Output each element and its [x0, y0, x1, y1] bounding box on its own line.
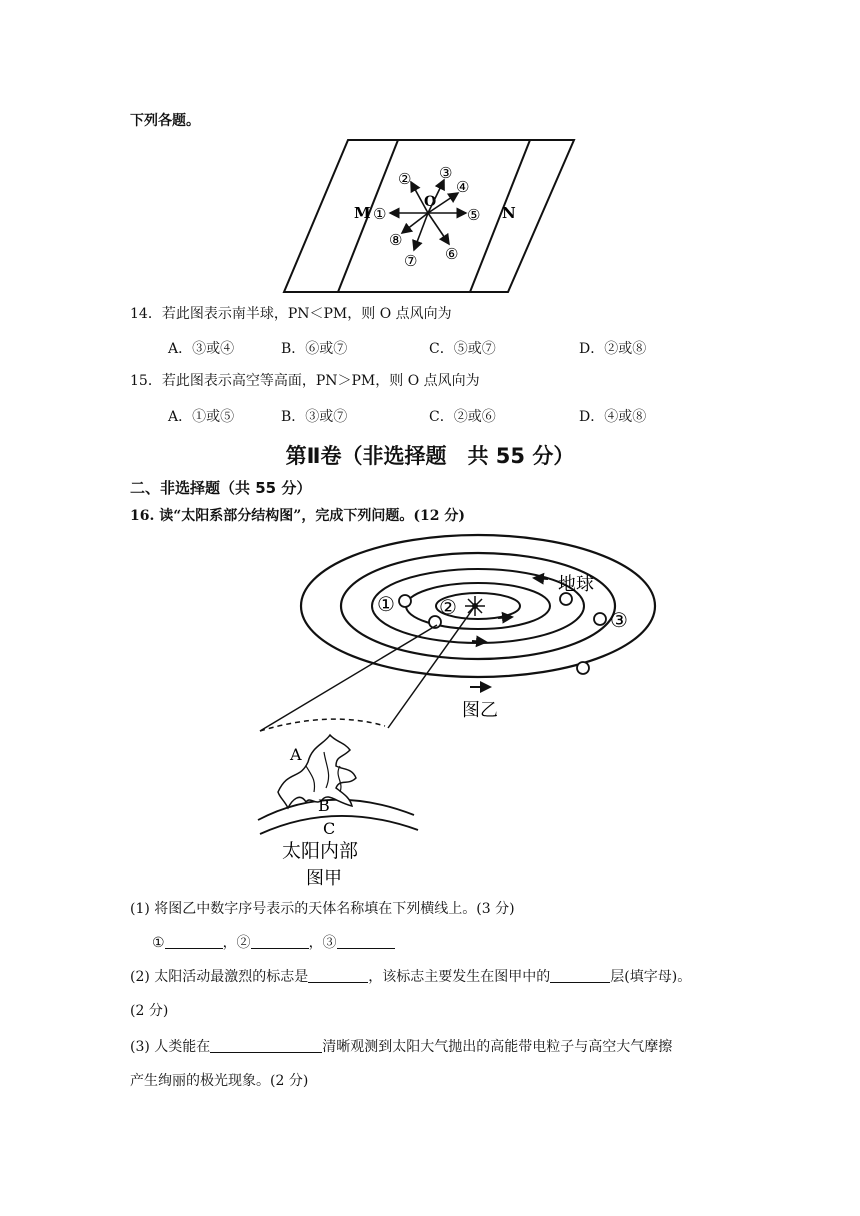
label-m: M: [354, 204, 371, 222]
caption-jia: 图甲: [306, 868, 342, 889]
planet-outer: [577, 662, 589, 674]
arrow-label-7: ⑦: [404, 252, 418, 270]
blank-5[interactable]: [550, 968, 610, 983]
section-heading: 二、非选择题（共 55 分）: [130, 479, 312, 497]
q14-option-d[interactable]: D．②或⑧: [579, 341, 647, 357]
q14-option-b[interactable]: B．⑥或⑦: [281, 341, 348, 357]
label-earth: 地球: [558, 574, 594, 595]
q15-option-c[interactable]: C．②或⑥: [429, 409, 496, 425]
arrow-label-5: ⑤: [467, 206, 481, 224]
blank-2[interactable]: [251, 934, 309, 949]
label-3: ③: [610, 608, 628, 632]
arrow-label-4: ④: [456, 178, 470, 196]
sub3-text-b: 清晰观测到太阳大气抛出的高能带电粒子与高空大气摩擦: [322, 1039, 673, 1055]
q16-sub1-answer-line: [152, 934, 395, 952]
figure-border: [284, 140, 574, 292]
orbit-arrow-3: [498, 617, 512, 618]
arrow-label-8: ⑧: [389, 231, 403, 249]
blank-1[interactable]: [165, 934, 223, 949]
arrow-label-3: ③: [439, 164, 453, 182]
q15-option-a[interactable]: A．①或⑤: [168, 409, 235, 425]
planet-3: [594, 613, 606, 625]
sub2-text-a: (2) 太阳活动最激烈的标志是: [130, 969, 309, 985]
planet-1: [399, 595, 411, 607]
orbit-arrow-2: [534, 578, 548, 579]
intro-text: 下列各题。: [130, 113, 200, 129]
blank-3[interactable]: [337, 934, 395, 949]
arrow-label-1: ①: [373, 205, 387, 223]
blank-4[interactable]: [308, 968, 368, 983]
sub2-text-c: 层(填字母)。: [610, 969, 692, 985]
photosphere-arc: [260, 816, 418, 834]
q15-stem: 15．若此图表示高空等高面，PN＞PM，则 O 点风向为: [130, 373, 480, 389]
q15-option-b[interactable]: B．③或⑦: [281, 409, 348, 425]
projection-left: [260, 625, 437, 731]
label-sun-interior: 太阳内部: [282, 840, 359, 862]
q16-sub3-line2: 产生绚丽的极光现象。(2 分): [130, 1073, 309, 1089]
layer-a: A: [290, 745, 302, 764]
caption-yi: 图乙: [462, 700, 498, 721]
blank-6[interactable]: [210, 1038, 322, 1053]
arrow-6: [428, 213, 449, 244]
part2-title: 第Ⅱ卷（非选择题 共 55 分）: [285, 444, 575, 468]
arrow-label-6: ⑥: [445, 245, 459, 263]
chromosphere-arc: [258, 800, 414, 820]
sub2-text-b: ，该标志主要发生在图甲中的: [368, 969, 551, 985]
blank-1-label: ①: [152, 935, 165, 951]
q14-stem: 14．若此图表示南半球，PN＜PM，则 O 点风向为: [130, 306, 452, 322]
wind-direction-figure: [280, 138, 580, 296]
label-2: ②: [439, 595, 457, 619]
q16-sub1: (1) 将图乙中数字序号表示的天体名称填在下列横线上。(3 分): [130, 901, 515, 917]
corona-boundary: [260, 719, 385, 731]
label-o: O: [424, 194, 437, 210]
layer-c: C: [323, 819, 336, 838]
solar-system-figure: [240, 530, 660, 895]
q16-sub2: [130, 968, 691, 986]
layer-b: B: [318, 796, 330, 815]
arrow-label-2: ②: [398, 170, 412, 188]
label-n: N: [502, 204, 516, 222]
q16-stem: 16. 读“太阳系部分结构图”，完成下列问题。(12 分): [130, 508, 465, 524]
q14-option-c[interactable]: C．⑤或⑦: [429, 341, 496, 357]
q14-option-a[interactable]: A．③或④: [168, 341, 235, 357]
label-1: ①: [377, 592, 395, 616]
sub3-text-a: (3) 人类能在: [130, 1039, 211, 1055]
q16-sub2-score: (2 分): [130, 1003, 169, 1019]
q16-sub3: [130, 1038, 672, 1056]
q15-option-d[interactable]: D．④或⑧: [579, 409, 647, 425]
blank-3-label: ，③: [308, 935, 337, 951]
blank-2-label: ，②: [222, 935, 251, 951]
orbit-arrow-4: [472, 641, 486, 642]
